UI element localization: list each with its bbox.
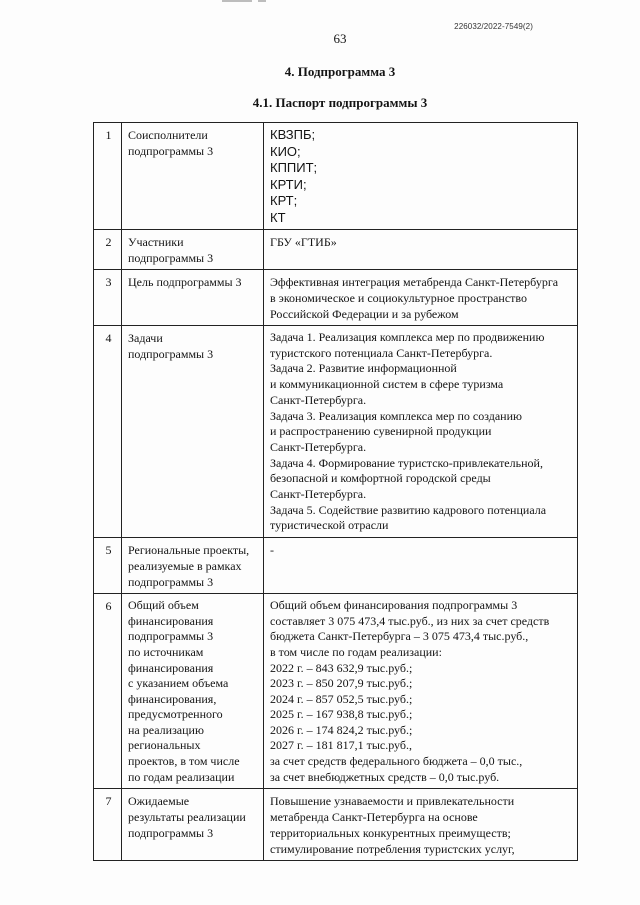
value-line: ГБУ «ГТИБ» bbox=[270, 235, 337, 249]
value-line: КТ bbox=[270, 209, 286, 225]
row-label: Ожидаемые результаты реализации подпрограммы 3 bbox=[128, 794, 246, 841]
row-number: 1 bbox=[94, 123, 122, 230]
value-line: Повышение узнаваемости и привлекательности bbox=[270, 794, 515, 809]
row-value-cell bbox=[264, 270, 578, 326]
row-label-cell bbox=[122, 230, 264, 270]
table-row bbox=[94, 326, 578, 538]
subprogram-passport-table bbox=[93, 122, 578, 861]
row-value-cell bbox=[264, 538, 578, 594]
row-value-cell bbox=[264, 789, 578, 861]
table-row bbox=[94, 270, 578, 326]
value-line: территориальных конкурентных преимуществ; bbox=[270, 826, 511, 841]
value-line: КВЗПБ; bbox=[270, 127, 316, 142]
value-line: и распространению сувенирной продукции bbox=[270, 424, 492, 439]
row-value-cell bbox=[264, 123, 578, 230]
value-line: в экономическое и социокультурное пространство bbox=[270, 291, 527, 305]
value-line: бюджета Санкт-Петербурга – 3 075 473,4 тыс.руб., bbox=[270, 629, 529, 644]
row-label-cell bbox=[122, 123, 264, 230]
value-line: Санкт-Петербурга. bbox=[270, 439, 367, 454]
value-line: туристского потенциала Санкт-Петербурга. bbox=[270, 345, 493, 360]
value-line: 2027 г. – 181 817,1 тыс.руб., bbox=[270, 738, 412, 753]
subsection-title: 4.1. Паспорт подпрограммы 3 bbox=[252, 95, 428, 110]
row-label: Участники подпрограммы 3 bbox=[128, 235, 214, 265]
value-line: Задача 4. Формирование туристско-привлекательной, bbox=[270, 455, 543, 470]
value-line: Эффективная интеграция метабренда Санкт-Петербурга bbox=[270, 275, 559, 289]
value-line: Общий объем финансирования подпрограммы 3 bbox=[270, 598, 518, 613]
scan-artifact bbox=[258, 0, 266, 2]
table-row bbox=[94, 123, 578, 230]
row-label: Соисполнители подпрограммы 3 bbox=[128, 128, 214, 158]
value-line: КИО; bbox=[270, 143, 301, 159]
value-line: составляет 3 075 473,4 тыс.руб., из них за счет средств bbox=[270, 613, 550, 628]
row-number: 5 bbox=[94, 538, 122, 594]
value-line: безопасной и комфортной городской среды bbox=[270, 471, 491, 486]
row-number: 7 bbox=[94, 789, 122, 861]
row-number: 3 bbox=[94, 270, 122, 326]
row-label: Задачи подпрограммы 3 bbox=[128, 331, 214, 361]
table-row bbox=[94, 594, 578, 789]
value-line: Задача 5. Содействие развитию кадрового потенциала bbox=[270, 502, 547, 517]
scan-artifact bbox=[222, 0, 252, 2]
value-line: Российской Федерации и за рубежом bbox=[270, 307, 459, 321]
page-number: 63 bbox=[333, 31, 347, 46]
value-line: туристической отрасли bbox=[270, 518, 389, 533]
table-row bbox=[94, 789, 578, 861]
value-line: - bbox=[270, 543, 274, 558]
row-label: Общий объем финансирования подпрограммы 3 по источникам финансирования с указанием объема финансирования, предусмотренного на реализацию региональных проектов, в том числе по годам реализации bbox=[128, 598, 240, 784]
row-label-cell bbox=[122, 538, 264, 594]
value-line: КППИТ; bbox=[270, 160, 318, 175]
value-line: и коммуникационной систем в сфере туризма bbox=[270, 377, 504, 392]
value-line: Задача 3. Реализация комплекса мер по созданию bbox=[270, 408, 522, 423]
value-line: 2026 г. – 174 824,2 тыс.руб.; bbox=[270, 722, 413, 737]
row-value-cell bbox=[264, 594, 578, 789]
value-line: 2025 г. – 167 938,8 тыс.руб.; bbox=[270, 707, 413, 722]
table-row bbox=[94, 230, 578, 270]
row-label-cell bbox=[122, 270, 264, 326]
value-line: 2024 г. – 857 052,5 тыс.руб.; bbox=[270, 691, 413, 706]
value-line: КРТИ; bbox=[270, 176, 307, 192]
section-title: 4. Подпрограмма 3 bbox=[284, 64, 396, 79]
value-line: Задача 1. Реализация комплекса мер по продвижению bbox=[270, 330, 545, 344]
row-label-cell bbox=[122, 594, 264, 789]
value-line: за счет внебюджетных средств – 0,0 тыс.руб. bbox=[270, 769, 500, 784]
row-value-cell bbox=[264, 230, 578, 270]
row-number: 4 bbox=[94, 326, 122, 538]
value-line: за счет средств федерального бюджета – 0,0 тыс., bbox=[270, 754, 523, 769]
row-label-cell bbox=[122, 789, 264, 861]
value-line: стимулирование потребления туристских услуг, bbox=[270, 842, 515, 857]
row-value-cell bbox=[264, 326, 578, 538]
row-number: 2 bbox=[94, 230, 122, 270]
value-line: Санкт-Петербурга. bbox=[270, 487, 367, 502]
row-number: 6 bbox=[94, 594, 122, 789]
value-line: метабренда Санкт-Петербурга на основе bbox=[270, 810, 478, 825]
value-line: Санкт-Петербурга. bbox=[270, 392, 367, 407]
value-line: 2022 г. – 843 632,9 тыс.руб.; bbox=[270, 660, 413, 675]
value-line: КРТ; bbox=[270, 193, 298, 208]
value-line: в том числе по годам реализации: bbox=[270, 644, 442, 659]
value-line: 2023 г. – 850 207,9 тыс.руб.; bbox=[270, 676, 413, 691]
row-label: Региональные проекты, реализуемые в рамках подпрограммы 3 bbox=[128, 543, 250, 590]
value-line: Задача 2. Развитие информационной bbox=[270, 361, 457, 376]
document-id: 226032/2022-7549(2) bbox=[454, 22, 533, 31]
row-label-cell bbox=[122, 326, 264, 538]
row-label: Цель подпрограммы 3 bbox=[128, 275, 242, 289]
table-row bbox=[94, 538, 578, 594]
